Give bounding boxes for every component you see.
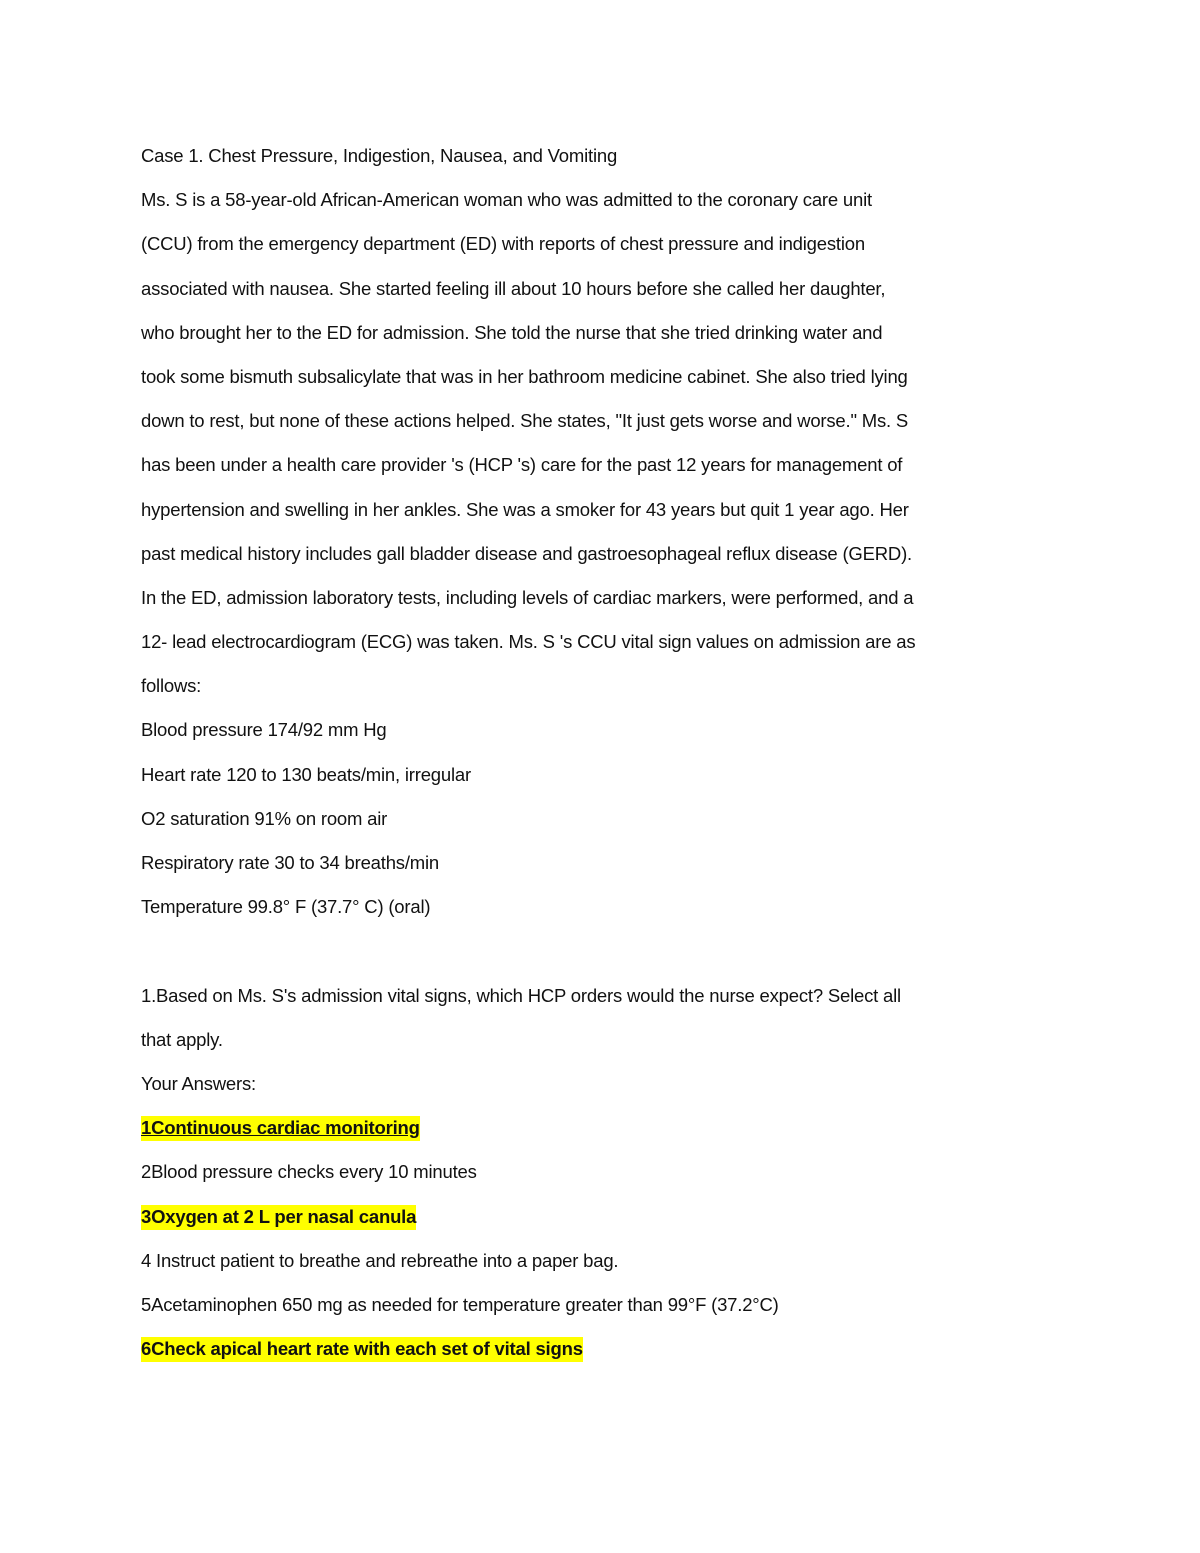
paragraph-line: associated with nausea. She started feeling ill about 10 hours before she called her daughter, xyxy=(141,277,886,299)
case-paragraph xyxy=(141,183,1021,713)
question-line: that apply. xyxy=(141,1028,223,1050)
answer-list xyxy=(141,1111,1021,1376)
question xyxy=(141,979,1021,1067)
paragraph-line: took some bismuth subsalicylate that was in her bathroom medicine cabinet. She also tried lying xyxy=(141,365,908,387)
paragraph-line: Ms. S is a 58-year-old African-American woman who was admitted to the coronary care unit xyxy=(141,189,872,211)
paragraph-line: 12- lead electrocardiogram (ECG) was taken. Ms. S 's CCU vital sign values on admission are as xyxy=(141,631,916,653)
answer-text: 4 Instruct patient to breathe and rebreathe into a paper bag. xyxy=(141,1249,619,1271)
paragraph-line: follows: xyxy=(141,675,202,697)
paragraph-line: hypertension and swelling in her ankles. She was a smoker for 43 years but quit 1 year ago. Her xyxy=(141,498,909,520)
paragraph-line: (CCU) from the emergency department (ED) with reports of chest pressure and indigestion xyxy=(141,233,865,255)
answer-item xyxy=(141,1111,1021,1155)
answer-text-highlighted: 6Check apical heart rate with each set of vital signs xyxy=(141,1337,583,1362)
answer-item xyxy=(141,1244,1021,1288)
vital-signs-list xyxy=(141,713,1021,934)
paragraph-line: has been under a health care provider 's (HCP 's) care for the past 12 years for management of xyxy=(141,454,903,476)
answer-item xyxy=(141,1155,1021,1199)
vital-sign-heart-rate: Heart rate 120 to 130 beats/min, irregular xyxy=(141,763,471,785)
paragraph-line: past medical history includes gall bladder disease and gastroesophageal reflux disease (GERD). xyxy=(141,542,912,564)
answers-heading: Your Answers: xyxy=(141,1072,256,1094)
answer-item xyxy=(141,1288,1021,1332)
answer-text-highlighted: 1Continuous cardiac monitoring xyxy=(141,1116,420,1141)
answer-text: 2Blood pressure checks every 10 minutes xyxy=(141,1161,477,1183)
vital-sign-o2-saturation: O2 saturation 91% on room air xyxy=(141,807,388,829)
answer-item xyxy=(141,1332,1021,1376)
vital-sign-temperature: Temperature 99.8° F (37.7° C) (oral) xyxy=(141,896,431,918)
paragraph-line: down to rest, but none of these actions helped. She states, "It just gets worse and worse." Ms. S xyxy=(141,410,909,432)
paragraph-line: who brought her to the ED for admission. She told the nurse that she tried drinking water and xyxy=(141,321,883,343)
answer-item xyxy=(141,1200,1021,1244)
answer-text-highlighted: 3Oxygen at 2 L per nasal canula xyxy=(141,1205,416,1230)
answer-text: 5Acetaminophen 650 mg as needed for temperature greater than 99°F (37.2°C) xyxy=(141,1293,779,1315)
blank-line xyxy=(141,934,1021,978)
vital-sign-respiratory-rate: Respiratory rate 30 to 34 breaths/min xyxy=(141,852,440,873)
case-title: Case 1. Chest Pressure, Indigestion, Nausea, and Vomiting xyxy=(141,145,618,166)
paragraph-line: In the ED, admission laboratory tests, including levels of cardiac markers, were performed, and a xyxy=(141,586,914,608)
vital-sign-blood-pressure: Blood pressure 174/92 mm Hg xyxy=(141,719,387,741)
document-body xyxy=(141,139,1021,1376)
question-line: 1.Based on Ms. S's admission vital signs, which HCP orders would the nurse expect? Select all xyxy=(141,984,901,1006)
